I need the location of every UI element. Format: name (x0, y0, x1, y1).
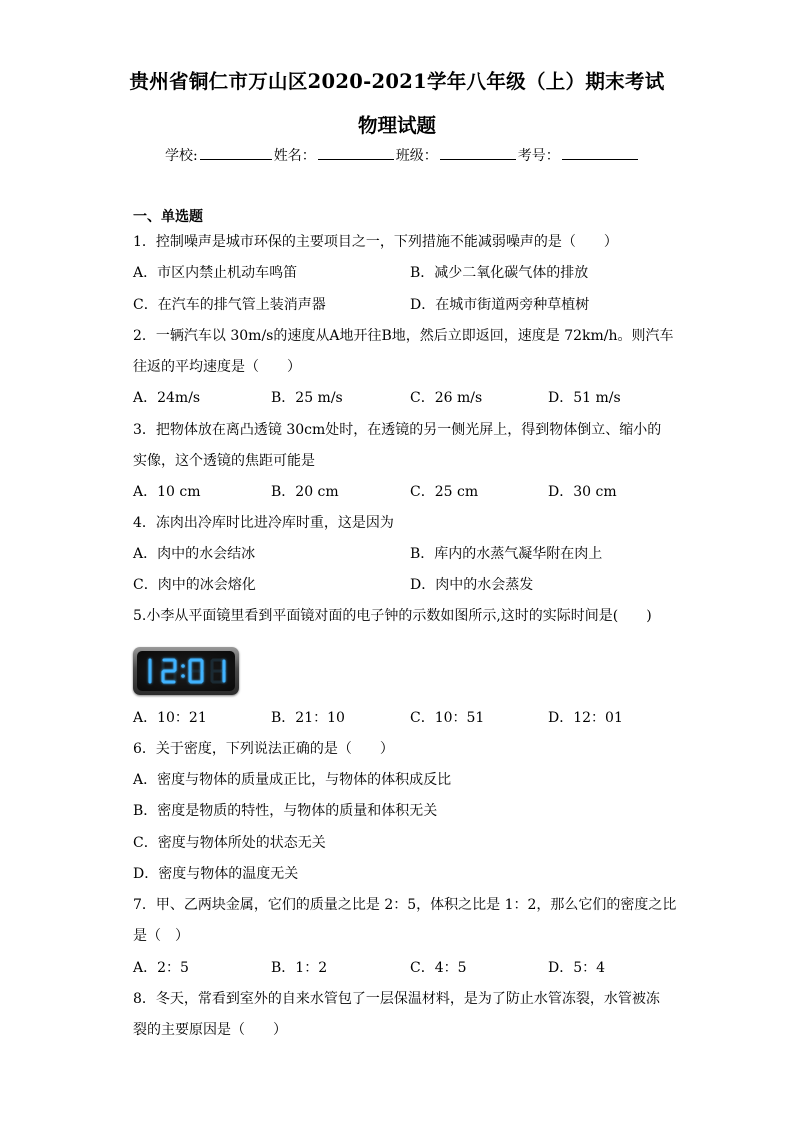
class-label: 班级： (395, 148, 438, 164)
question-8-text-cont: 裂的主要原因是（ ） (133, 1022, 287, 1038)
question-5-option-a[interactable]: A．10：21 (133, 710, 207, 726)
name-blank[interactable] (318, 145, 394, 160)
clock-digits-graphic (137, 651, 235, 691)
question-5-option-d[interactable]: D．12：01 (548, 710, 623, 726)
question-7-text: 7．甲、乙两块金属，它们的质量之比是 2：5，体积之比是 1：2，那么它们的密度之比 (133, 897, 677, 913)
exam-number-blank[interactable] (562, 145, 638, 160)
question-5-option-b[interactable]: B．21：10 (271, 710, 345, 726)
question-3-option-d[interactable]: D．30 cm (548, 484, 617, 500)
digital-clock-image (133, 647, 239, 695)
question-8-text: 8．冬天，常看到室外的自来水管包了一层保温材料，是为了防止水管冻裂，水管被冻 (133, 991, 660, 1007)
question-7-option-a[interactable]: A．2：5 (133, 960, 189, 976)
school-label: 学校: (165, 148, 198, 164)
question-3-text: 3．把物体放在离凸透镜 30cm处时，在透镜的另一侧光屏上，得到物体倒立、缩小的 (133, 422, 662, 438)
question-1-option-a[interactable]: A．市区内禁止机动车鸣笛 (133, 265, 298, 281)
question-7-text-cont: 是（ ） (133, 928, 189, 944)
question-2-option-c[interactable]: C．26 m/s (410, 390, 483, 406)
question-7-option-c[interactable]: C．4：5 (410, 960, 467, 976)
question-3-text-cont: 实像，这个透镜的焦距可能是 (133, 453, 315, 469)
question-5-option-c[interactable]: C．10：51 (410, 710, 485, 726)
question-1-text: 1．控制噪声是城市环保的主要项目之一，下列措施不能减弱噪声的是（ ） (133, 234, 618, 250)
class-blank[interactable] (440, 145, 516, 160)
question-4-option-b[interactable]: B．库内的水蒸气凝华附在肉上 (410, 546, 603, 562)
exam-number-label: 考号： (517, 148, 560, 164)
question-3-option-b[interactable]: B．20 cm (271, 484, 339, 500)
question-2-option-a[interactable]: A．24m/s (133, 390, 201, 406)
question-1-option-c[interactable]: C．在汽车的排气管上装消声器 (133, 297, 326, 313)
question-5-text: 5.小李从平面镜里看到平面镜对面的电子钟的示数如图所示,这时的实际时间是( ) (133, 608, 652, 624)
exam-title: 贵州省铜仁市万山区2020-2021学年八年级（上）期末考试 (129, 70, 665, 93)
question-6-option-a[interactable]: A．密度与物体的质量成正比，与物体的体积成反比 (133, 772, 452, 788)
question-6-option-c[interactable]: C．密度与物体所处的状态无关 (133, 835, 326, 851)
question-6-option-d[interactable]: D．密度与物体的温度无关 (133, 866, 299, 882)
question-1-option-d[interactable]: D．在城市街道两旁种草植树 (410, 297, 590, 313)
section-title: 一、单选题 (133, 209, 203, 225)
question-1-option-b[interactable]: B．减少二氧化碳气体的排放 (410, 265, 589, 281)
question-6-text: 6．关于密度，下列说法正确的是（ ） (133, 741, 394, 757)
question-7-option-d[interactable]: D．5：4 (548, 960, 606, 976)
question-3-option-c[interactable]: C．25 cm (410, 484, 479, 500)
question-3-option-a[interactable]: A．10 cm (133, 484, 201, 500)
question-2-text-cont: 往返的平均速度是（ ） (133, 359, 301, 375)
question-4-option-a[interactable]: A．肉中的水会结冰 (133, 546, 256, 562)
question-4-option-d[interactable]: D．肉中的水会蒸发 (410, 577, 534, 593)
question-2-option-d[interactable]: D．51 m/s (548, 390, 621, 406)
question-2-text: 2．一辆汽车以 30m/s的速度从A地开往B地，然后立即返回，速度是 72km/h。则汽车 (133, 328, 674, 344)
question-4-text: 4．冻肉出冷库时比进冷库时重，这是因为 (133, 515, 394, 531)
question-2-option-b[interactable]: B．25 m/s (271, 390, 343, 406)
exam-subtitle: 物理试题 (357, 114, 436, 137)
name-label: 姓名： (273, 148, 316, 164)
question-6-option-b[interactable]: B．密度是物质的特性，与物体的质量和体积无关 (133, 803, 438, 819)
question-7-option-b[interactable]: B．1：2 (271, 960, 328, 976)
question-4-option-c[interactable]: C．肉中的冰会熔化 (133, 577, 256, 593)
school-blank[interactable] (200, 145, 272, 160)
clock-screen (137, 651, 235, 691)
student-info-row (165, 145, 640, 165)
